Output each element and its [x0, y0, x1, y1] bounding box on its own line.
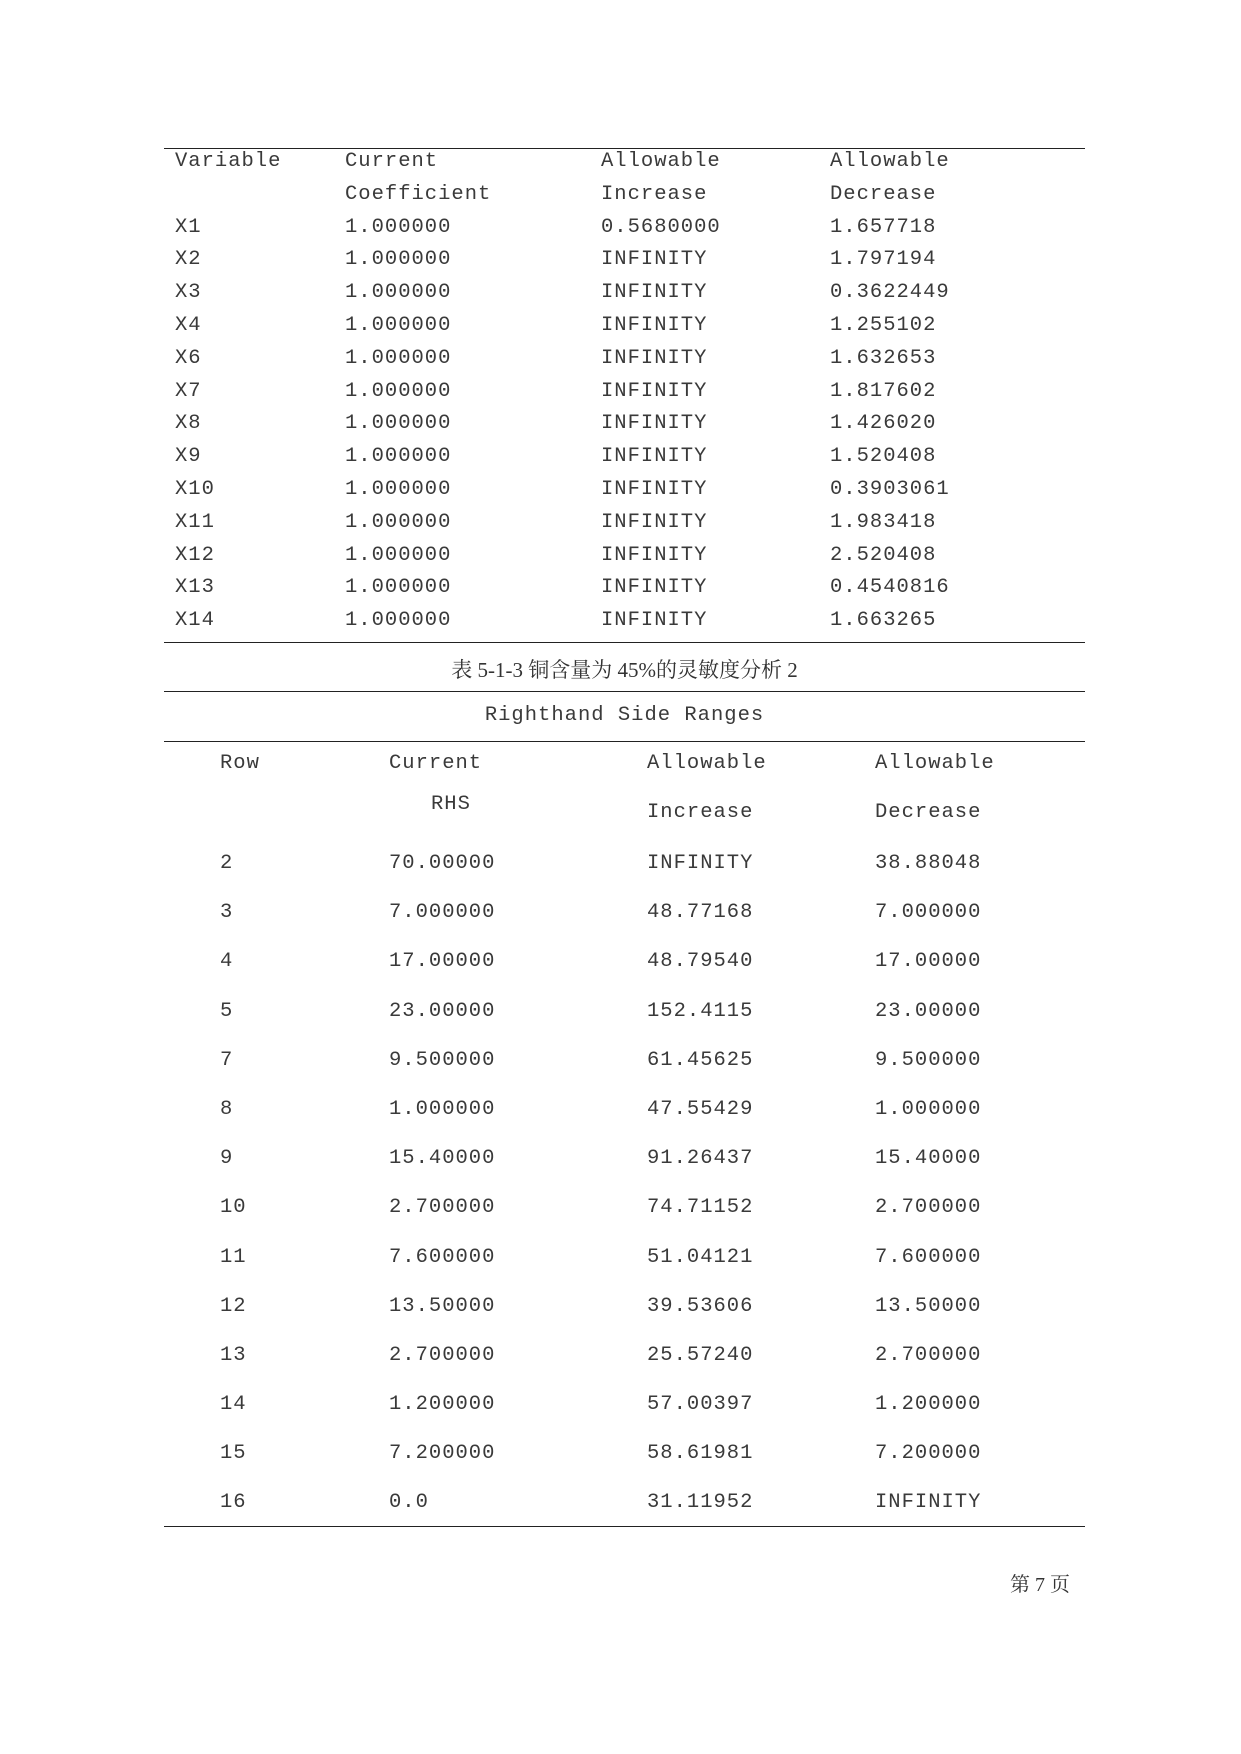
table-row — [164, 1196, 1085, 1245]
table1-body — [164, 216, 1085, 642]
table-cell: X9 — [175, 445, 202, 469]
header-cell-increase-sub: Increase — [647, 801, 754, 824]
table-row — [164, 412, 1085, 445]
table-cell: INFINITY — [601, 281, 708, 305]
table-cell: 1.255102 — [830, 313, 937, 337]
table-cell: 1.000000 — [345, 543, 452, 567]
table-cell: 61.45625 — [647, 1048, 754, 1072]
table-cell: 38.88048 — [875, 852, 982, 875]
table-cell: 152.4115 — [647, 999, 754, 1023]
table-cell: INFINITY — [601, 313, 708, 337]
table-cell: X1 — [175, 215, 202, 239]
table-row — [164, 901, 1085, 950]
table-cell: X13 — [175, 576, 215, 600]
table-row — [164, 216, 1085, 249]
table-cell: 12 — [220, 1294, 247, 1318]
table-cell: 74.71152 — [647, 1196, 754, 1220]
header-cell: Variable — [175, 150, 282, 173]
table-cell: INFINITY — [601, 609, 708, 633]
table-cell: 7 — [220, 1048, 234, 1072]
table-cell: 57.00397 — [647, 1393, 754, 1417]
table-row — [164, 445, 1085, 478]
righthand-side-ranges-table — [164, 852, 1085, 1541]
table1-header-row — [164, 183, 1085, 216]
header-cell: Decrease — [830, 182, 937, 206]
header-cell: Coefficient — [345, 182, 492, 206]
table-cell: 0.0 — [389, 1491, 429, 1515]
table-cell: 48.77168 — [647, 901, 754, 925]
table-row — [164, 248, 1085, 281]
table-cell: 1.000000 — [345, 215, 452, 239]
table-cell: X3 — [175, 281, 202, 305]
table-row — [164, 1098, 1085, 1147]
table-cell: 1.000000 — [345, 510, 452, 534]
table-cell: X8 — [175, 412, 202, 436]
table-cell: 15 — [220, 1442, 247, 1466]
table-cell: 7.000000 — [389, 901, 496, 925]
table-row — [164, 281, 1085, 314]
table-cell: 7.600000 — [389, 1245, 496, 1269]
table-cell: INFINITY — [601, 543, 708, 567]
table-cell: 7.600000 — [875, 1245, 982, 1269]
table-cell: X7 — [175, 379, 202, 403]
table-row — [164, 511, 1085, 544]
table-cell: 1.817602 — [830, 379, 937, 403]
table-row — [164, 544, 1085, 577]
table-cell: 2.700000 — [389, 1343, 496, 1367]
table-cell: X12 — [175, 543, 215, 567]
table-cell: INFINITY — [601, 510, 708, 534]
table-cell: 1.000000 — [345, 281, 452, 305]
table-cell: 0.3903061 — [830, 477, 950, 501]
header-cell: Allowable — [830, 150, 950, 173]
table-cell: 3 — [220, 901, 234, 925]
table2-title-rule — [164, 741, 1085, 742]
table-cell: 25.57240 — [647, 1343, 754, 1367]
table2-title: Righthand Side Ranges — [484, 704, 765, 727]
table-cell: INFINITY — [601, 346, 708, 370]
table-cell: INFINITY — [601, 445, 708, 469]
header-cell-current: Current — [389, 752, 483, 775]
table-cell: INFINITY — [601, 477, 708, 501]
table1-bottom-rule — [164, 642, 1085, 643]
table-cell: 13.50000 — [875, 1294, 982, 1318]
table-cell: 8 — [220, 1097, 234, 1121]
table-cell: 1.000000 — [345, 313, 452, 337]
header-cell: Current — [345, 150, 439, 173]
table-row — [164, 314, 1085, 347]
table-cell: 0.4540816 — [830, 576, 950, 600]
table-row — [164, 1442, 1085, 1491]
table-row — [164, 380, 1085, 413]
table-cell: 13 — [220, 1343, 247, 1367]
header-cell: Allowable — [601, 150, 721, 173]
table-cell: 58.61981 — [647, 1442, 754, 1466]
table-cell: 1.663265 — [830, 609, 937, 633]
table-cell: 1.000000 — [345, 248, 452, 272]
page-number: 第 7 页 — [1010, 1574, 1070, 1596]
table-cell: 1.000000 — [345, 445, 452, 469]
table-cell: 7.000000 — [875, 901, 982, 925]
table-cell: 11 — [220, 1245, 247, 1269]
table-cell: 9.500000 — [875, 1048, 982, 1072]
table-cell: 9.500000 — [389, 1048, 496, 1072]
table-cell: 1.000000 — [345, 412, 452, 436]
table-cell: 39.53606 — [647, 1294, 754, 1318]
table-cell: 1.983418 — [830, 510, 937, 534]
table-row — [164, 1344, 1085, 1393]
table-cell: X14 — [175, 609, 215, 633]
table-cell: 15.40000 — [389, 1147, 496, 1171]
table-cell: 2.700000 — [875, 1343, 982, 1367]
table-cell: 1.797194 — [830, 248, 937, 272]
table-cell: 48.79540 — [647, 950, 754, 974]
table-cell: 1.000000 — [345, 346, 452, 370]
table-cell: X2 — [175, 248, 202, 272]
table-cell: 9 — [220, 1147, 234, 1171]
table-cell: X11 — [175, 510, 215, 534]
table-row — [164, 1147, 1085, 1196]
table-cell: 1.000000 — [389, 1097, 496, 1121]
table-caption: 表 5-1-3 铜含量为 45%的灵敏度分析 2 — [451, 658, 798, 682]
table-cell: 0.3622449 — [830, 281, 950, 305]
table-cell: 14 — [220, 1393, 247, 1417]
table-cell: 23.00000 — [389, 999, 496, 1023]
table1-top-rule — [164, 148, 1085, 149]
table-cell: X10 — [175, 477, 215, 501]
table-cell: 1.200000 — [875, 1393, 982, 1417]
table-cell: 1.000000 — [345, 477, 452, 501]
table-cell: 91.26437 — [647, 1147, 754, 1171]
table1-header-row — [164, 150, 1085, 183]
table-cell: 7.200000 — [875, 1442, 982, 1466]
table-cell: 1.000000 — [345, 609, 452, 633]
table2-top-rule — [164, 691, 1085, 692]
table-cell: 51.04121 — [647, 1245, 754, 1269]
cost-coefficient-ranges-table — [164, 150, 1085, 642]
table-row — [164, 1000, 1085, 1049]
table-cell: 70.00000 — [389, 852, 496, 875]
table-cell: 1.520408 — [830, 445, 937, 469]
table-cell: 2.700000 — [875, 1196, 982, 1220]
table-row — [164, 576, 1085, 609]
table-cell: 2.700000 — [389, 1196, 496, 1220]
table-cell: 2.520408 — [830, 543, 937, 567]
table-cell: 10 — [220, 1196, 247, 1220]
table-cell: 4 — [220, 950, 234, 974]
table-row — [164, 950, 1085, 999]
table-cell: 1.000000 — [875, 1097, 982, 1121]
table-cell: 47.55429 — [647, 1097, 754, 1121]
table-cell: 1.632653 — [830, 346, 937, 370]
header-cell-decrease: Allowable — [875, 752, 995, 775]
header-cell-current-sub: RHS — [431, 793, 471, 816]
table-cell: INFINITY — [601, 412, 708, 436]
table-cell: X4 — [175, 313, 202, 337]
table-cell: 1.657718 — [830, 215, 937, 239]
table-cell: 0.5680000 — [601, 215, 721, 239]
table-cell: INFINITY — [647, 852, 754, 875]
table-cell: 13.50000 — [389, 1294, 496, 1318]
table-row — [164, 609, 1085, 642]
header-cell-decrease-sub: Decrease — [875, 801, 982, 824]
table-cell: 31.11952 — [647, 1491, 754, 1515]
table-cell: 1.426020 — [830, 412, 937, 436]
table-cell: 1.000000 — [345, 379, 452, 403]
table-cell: 1.200000 — [389, 1393, 496, 1417]
header-cell-increase: Allowable — [647, 752, 767, 775]
table-cell: INFINITY — [601, 248, 708, 272]
table-cell: 17.00000 — [875, 950, 982, 974]
table-cell: INFINITY — [601, 576, 708, 600]
table-cell: X6 — [175, 346, 202, 370]
table-cell: 5 — [220, 999, 234, 1023]
table-cell: 2 — [220, 852, 234, 875]
table-cell: 17.00000 — [389, 950, 496, 974]
table-row — [164, 852, 1085, 901]
table-cell: INFINITY — [875, 1491, 982, 1515]
table-cell: 15.40000 — [875, 1147, 982, 1171]
table-row — [164, 1491, 1085, 1540]
table-row — [164, 1049, 1085, 1098]
table-cell: 16 — [220, 1491, 247, 1515]
table-cell: INFINITY — [601, 379, 708, 403]
table-row — [164, 347, 1085, 380]
table-row — [164, 1246, 1085, 1295]
table-cell: 7.200000 — [389, 1442, 496, 1466]
table-cell: 1.000000 — [345, 576, 452, 600]
table-cell: 23.00000 — [875, 999, 982, 1023]
table-row — [164, 478, 1085, 511]
header-cell-row: Row — [220, 752, 260, 775]
table2-header — [164, 752, 1085, 852]
table-row — [164, 1295, 1085, 1344]
table-row — [164, 1393, 1085, 1442]
header-cell: Increase — [601, 182, 708, 206]
